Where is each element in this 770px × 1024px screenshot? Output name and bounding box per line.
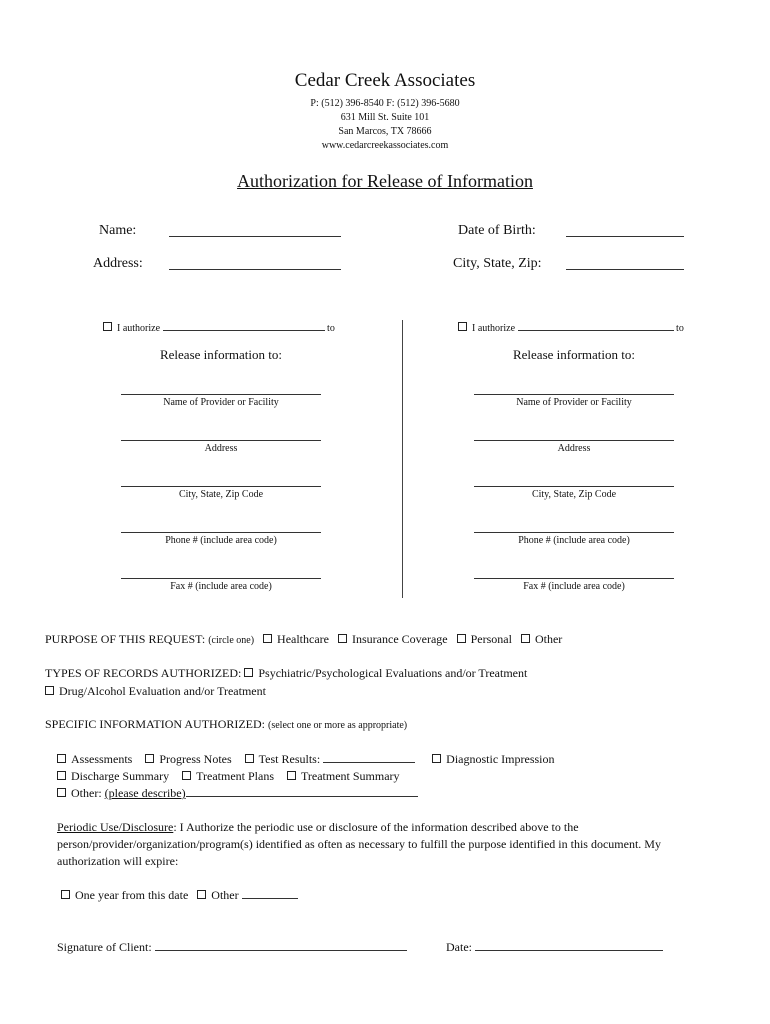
records-drug-label: Drug/Alcohol Evaluation and/or Treatment (59, 684, 266, 698)
other-info-field[interactable] (186, 786, 418, 797)
expire-row (61, 888, 298, 903)
provider-name-line-left[interactable] (121, 394, 321, 395)
page-title: Authorization for Release of Information (237, 171, 533, 191)
provider-phone-caption-right: Phone # (include area code) (518, 535, 630, 546)
discharge-checkbox[interactable] (57, 771, 66, 780)
records-psych-checkbox[interactable] (244, 668, 253, 677)
city-state-zip-field[interactable] (566, 257, 684, 270)
provider-phone-line-left[interactable] (121, 532, 321, 533)
address-field[interactable] (169, 257, 341, 270)
purpose-label: PURPOSE OF THIS REQUEST: (45, 632, 206, 646)
authorize-suffix-right: to (676, 323, 684, 334)
provider-fax-caption-right: Fax # (include area code) (523, 581, 625, 592)
specific-label: SPECIFIC INFORMATION AUTHORIZED: (45, 717, 266, 731)
authorize-row-left (103, 321, 335, 334)
authorize-suffix-left: to (327, 323, 335, 334)
org-city-line: San Marcos, TX 78666 (338, 126, 432, 137)
date-row (446, 940, 663, 955)
other-info-label: Other: (71, 786, 102, 800)
purpose-healthcare-label: Healthcare (277, 632, 329, 646)
purpose-hint: (circle one) (208, 635, 255, 646)
signature-row (57, 940, 407, 955)
treatment-summary-label: Treatment Summary (300, 769, 400, 783)
assessments-label: Assessments (71, 752, 133, 766)
authorize-checkbox-right[interactable] (458, 322, 467, 331)
authorize-field-left[interactable] (163, 321, 325, 331)
column-divider (402, 320, 403, 598)
authorize-row-right (458, 321, 684, 334)
periodic-text-1: : I Authorize the periodic use or disclosure of the information described above to the (173, 820, 579, 834)
provider-csz-line-right[interactable] (474, 486, 674, 487)
provider-fax-line-right[interactable] (474, 578, 674, 579)
city-state-zip-label: City, State, Zip: (453, 256, 542, 271)
treatment-plans-checkbox[interactable] (182, 771, 191, 780)
authorize-checkbox-left[interactable] (103, 322, 112, 331)
provider-name-line-right[interactable] (474, 394, 674, 395)
purpose-personal-label: Personal (470, 632, 512, 646)
assessments-checkbox[interactable] (57, 754, 66, 763)
purpose-other-label: Other (534, 632, 563, 646)
treatment-summary-checkbox[interactable] (287, 771, 296, 780)
purpose-other-checkbox[interactable] (521, 634, 530, 643)
specific-options-row-1 (57, 752, 555, 767)
expire-other-label: Other (211, 888, 239, 902)
treatment-plans-label: Treatment Plans (196, 769, 274, 783)
provider-address-caption-right: Address (557, 443, 591, 454)
organization-name: Cedar Creek Associates (294, 70, 476, 91)
name-label: Name: (99, 223, 137, 238)
provider-name-caption-right: Name of Provider or Facility (516, 397, 632, 408)
records-label: TYPES OF RECORDS AUTHORIZED: (45, 666, 242, 680)
org-address-line: 631 Mill St. Suite 101 (340, 112, 430, 123)
records-drug-checkbox[interactable] (45, 686, 54, 695)
provider-fax-line-left[interactable] (121, 578, 321, 579)
test-results-checkbox[interactable] (245, 754, 254, 763)
org-website: www.cedarcreekassociates.com (321, 140, 449, 151)
other-info-hint: (please describe) (104, 786, 186, 800)
provider-phone-line-right[interactable] (474, 532, 674, 533)
one-year-label: One year from this date (75, 888, 189, 902)
provider-fax-caption-left: Fax # (include area code) (170, 581, 272, 592)
purpose-row (45, 632, 562, 647)
purpose-healthcare-checkbox[interactable] (263, 634, 272, 643)
authorize-prefix-right: I authorize (472, 323, 516, 334)
periodic-text-2: person/provider/organization/program(s) identified as often as necessary to fulfill the purpose identified in this document. My (57, 837, 661, 851)
records-row (45, 666, 527, 681)
records-row-2 (45, 684, 266, 699)
dob-label: Date of Birth: (458, 223, 536, 238)
provider-address-line-left[interactable] (121, 440, 321, 441)
provider-address-line-right[interactable] (474, 440, 674, 441)
authorize-prefix-left: I authorize (117, 323, 161, 334)
specific-hint: (select one or more as appropriate) (268, 720, 408, 731)
one-year-checkbox[interactable] (61, 890, 70, 899)
specific-row (45, 717, 407, 732)
diagnostic-checkbox[interactable] (432, 754, 441, 763)
expire-other-field[interactable] (242, 888, 298, 899)
release-heading-right: Release information to: (512, 347, 636, 362)
periodic-text-3: authorization will expire: (57, 854, 179, 868)
periodic-label: Periodic Use/Disclosure (57, 820, 174, 834)
discharge-label: Discharge Summary (71, 769, 170, 783)
authorize-field-right[interactable] (518, 321, 674, 331)
specific-options-row-3 (57, 786, 418, 801)
signature-date-label: Date: (446, 940, 472, 954)
other-info-checkbox[interactable] (57, 788, 66, 797)
test-results-label: Test Results: (258, 752, 321, 766)
progress-notes-checkbox[interactable] (145, 754, 154, 763)
org-phone-line: P: (512) 396-8540 F: (512) 396-5680 (310, 98, 460, 109)
expire-other-checkbox[interactable] (197, 890, 206, 899)
client-signature-field[interactable] (155, 940, 407, 951)
provider-csz-line-left[interactable] (121, 486, 321, 487)
diagnostic-label: Diagnostic Impression (446, 752, 555, 766)
provider-name-caption-left: Name of Provider or Facility (163, 397, 279, 408)
purpose-insurance-label: Insurance Coverage (352, 632, 448, 646)
test-results-field[interactable] (323, 752, 415, 763)
release-heading-left: Release information to: (159, 347, 283, 362)
signature-date-field[interactable] (475, 940, 663, 951)
records-psych-label: Psychiatric/Psychological Evaluations and/or Treatment (258, 666, 528, 680)
name-field[interactable] (169, 224, 341, 237)
specific-options-row-2 (57, 769, 400, 784)
client-signature-label: Signature of Client: (57, 940, 152, 954)
periodic-line-1 (57, 820, 579, 835)
address-label: Address: (93, 256, 143, 271)
provider-phone-caption-left: Phone # (include area code) (165, 535, 277, 546)
purpose-insurance-checkbox[interactable] (338, 634, 347, 643)
provider-address-caption-left: Address (204, 443, 238, 454)
dob-field[interactable] (566, 224, 684, 237)
provider-csz-caption-right: City, State, Zip Code (531, 489, 617, 500)
provider-csz-caption-left: City, State, Zip Code (178, 489, 264, 500)
purpose-personal-checkbox[interactable] (457, 634, 466, 643)
progress-notes-label: Progress Notes (159, 752, 232, 766)
